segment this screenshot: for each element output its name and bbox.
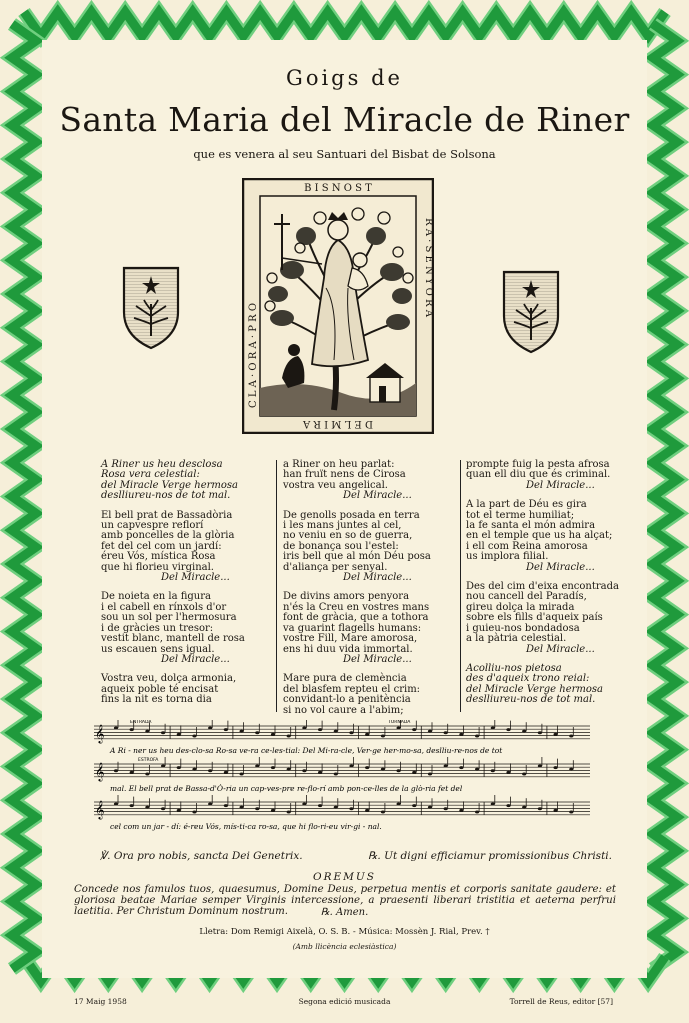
stanza (101, 460, 279, 502)
music-note (114, 803, 118, 806)
music-note (428, 730, 432, 733)
music-note (397, 727, 401, 730)
music-note (491, 727, 495, 730)
music-note (475, 735, 479, 738)
music-note (349, 731, 353, 734)
music-note (381, 735, 385, 738)
verse-line: a la pàtria celestial. (466, 633, 567, 645)
woodcut-bottom-text: D E L M I R A (303, 418, 373, 429)
music-note (287, 768, 291, 771)
stanza (283, 460, 461, 502)
music-note (208, 727, 212, 730)
stanza (101, 674, 279, 705)
music-lyrics: A Ri - ner us heu des-clo-sa Ro-sa ve-ra ce-les-tial: Del Mi-ra-cle, Ver-ge her-mo-sa, deslliu-re-nos de tot (110, 746, 503, 755)
verse-line: éreu Vós, mística Rosa (101, 551, 216, 563)
verse-line: del Miracle Verge hermosa (466, 683, 604, 695)
music-note (192, 811, 196, 814)
music-note (381, 768, 385, 771)
verse-line: ens hi duu vida immortal. (283, 643, 413, 655)
music-note (177, 766, 181, 769)
music-note (365, 766, 369, 769)
footer-edition: Segona edició musicada (298, 997, 391, 1006)
oremus-heading: OREMUS (313, 871, 376, 883)
music-note (240, 773, 244, 776)
verse-line: n'és la Creu en vostres mans (283, 601, 430, 613)
footer-date: 17 Maig 1958 (74, 997, 127, 1006)
verse-line: amb poncelles de la glòria (101, 530, 235, 542)
music-score (92, 720, 592, 840)
verse-line: font de gràcia, que a tothora (283, 612, 429, 624)
music-note (114, 769, 118, 772)
verse-line: fet del cel com un jardí: (101, 540, 222, 552)
stanza (283, 674, 461, 716)
music-note (459, 766, 463, 769)
verse-line: El bell prat de Bassadòria (101, 509, 233, 521)
music-note (255, 807, 259, 810)
music-note (412, 771, 416, 774)
amen-response: ℞. Amen. (320, 907, 369, 918)
music-note (208, 769, 212, 772)
woodcut-right-text: R A · S E N Y O R A (423, 218, 434, 317)
verse-line: us implora filial. (466, 551, 549, 563)
music-note (302, 769, 306, 772)
music-note (538, 765, 542, 768)
verse-line: deslliureu-nos de tot mal. (101, 490, 231, 502)
refrain-cue: Del Miracle... (161, 572, 230, 584)
music-note (412, 728, 416, 731)
music-note (522, 730, 526, 733)
goigs-heading: Goigs de (286, 66, 403, 90)
verse-line: De genolls posada en terra (283, 509, 420, 521)
verse-line: a Riner on heu parlat: (283, 459, 395, 470)
verse-line: si no vol caure a l'abim; (283, 704, 404, 716)
music-note (569, 768, 573, 771)
music-lyrics: mal. El bell prat de Bassa-d'Ò-ria un cap-ves-pre re-flo-rí amb pon-ce-lles de la glò-ria fet del (110, 784, 463, 793)
music-note (381, 811, 385, 814)
music-note (318, 771, 322, 774)
stanza (283, 592, 461, 665)
music-note (334, 806, 338, 809)
verse-line: i guieu-nos bondadosa (466, 622, 580, 634)
music-note (318, 728, 322, 731)
music-note (569, 735, 573, 738)
music-section-mark: TORNADA (388, 720, 411, 725)
music-note (554, 809, 558, 812)
verse-line: Des del cim d'eixa encontrada (466, 581, 619, 593)
music-lyrics: cel com un jar - dí: é-reu Vós, mís-ti-ca ro-sa, que hi flo-ri-eu vir-gi - nal. (110, 822, 382, 831)
verse-line: De divins amors penyora (283, 591, 410, 603)
stanza (466, 500, 644, 573)
right-coat-of-arms-icon (502, 270, 560, 354)
verse-line: prompte fuig la pesta afrosa (466, 459, 610, 470)
woodcut-left-text: C L A · O R A · P R O (248, 302, 259, 408)
music-note (302, 803, 306, 806)
music-note (538, 731, 542, 734)
music-note (506, 728, 510, 731)
music-note (318, 804, 322, 807)
verse-column-3 (466, 460, 644, 715)
music-note (161, 807, 165, 810)
music-note (365, 733, 369, 736)
music-note (444, 731, 448, 734)
music-note (349, 765, 353, 768)
music-note (208, 803, 212, 806)
verse-column-2 (283, 460, 461, 725)
music-section-mark: ENTRADA (130, 720, 152, 725)
versicle: ℣. Ora pro nobis, sancta Dei Genetrix. (100, 850, 303, 862)
stanza (101, 511, 279, 584)
music-note (459, 733, 463, 736)
verse-line: A Riner us heu desclosa (101, 459, 223, 470)
verse-line: vestit blanc, mantell de rosa (101, 633, 245, 645)
licence-note: (Amb llicència eclesiàstica) (292, 942, 397, 951)
music-note (145, 773, 149, 776)
music-note (192, 768, 196, 771)
music-note (397, 769, 401, 772)
verse-line: fins la nit es torna dia (101, 694, 212, 706)
verse-line: Vostra veu, dolça armonia, (101, 673, 237, 685)
refrain-cue: Del Miracle... (526, 643, 595, 655)
music-note (271, 733, 275, 736)
music-note (334, 773, 338, 776)
music-note (428, 773, 432, 776)
music-section-mark: ESTROFA (138, 758, 159, 763)
verse-line: en el temple que us ha alçat; (466, 530, 613, 542)
music-note (177, 733, 181, 736)
verse-line: va guarint flagells humans: (283, 622, 422, 634)
treble-clef-icon: 𝄞 (95, 724, 105, 743)
verse-line: us escauen sens igual. (101, 643, 215, 655)
music-note (538, 807, 542, 810)
verse-line: i ell com Reina amorosa (466, 540, 588, 552)
page-subtitle: que es venera al seu Santuari del Bisbat de Solsona (193, 147, 496, 161)
refrain-cue: Del Miracle... (343, 490, 412, 502)
stanza (101, 592, 279, 665)
verse-line: des d'aqueix trono reial: (466, 673, 590, 685)
music-note (287, 811, 291, 814)
music-note (428, 806, 432, 809)
footer-publisher: Torrell de Reus, editor [57] (509, 997, 613, 1006)
music-note (554, 733, 558, 736)
verse-line: iris bell que al món Déu posa (283, 551, 431, 563)
verse-line: i de gràcies un tresor: (101, 622, 214, 634)
verse-line: un capvespre reflorí (101, 520, 204, 532)
music-note (145, 806, 149, 809)
music-note (506, 771, 510, 774)
music-note (349, 807, 353, 810)
stanza (466, 582, 644, 655)
refrain-cue: Del Miracle... (343, 653, 412, 665)
music-note (569, 811, 573, 814)
music-note (255, 731, 259, 734)
music-note (475, 811, 479, 814)
music-note (130, 804, 134, 807)
refrain-cue: Del Miracle... (526, 479, 595, 491)
music-note (491, 803, 495, 806)
stanza (466, 460, 644, 491)
verse-line: Acolliu-nos pietosa (466, 662, 562, 674)
verse-line: de bonança sou l'estel: (283, 540, 399, 552)
music-note (287, 735, 291, 738)
music-note (522, 806, 526, 809)
music-note (240, 730, 244, 733)
music-note (271, 766, 275, 769)
music-note (459, 809, 463, 812)
refrain-cue: Del Miracle... (343, 572, 412, 584)
music-note (522, 773, 526, 776)
refrain-cue: Del Miracle... (526, 561, 595, 573)
verse-line: De noieta en la figura (101, 591, 211, 603)
music-note (240, 806, 244, 809)
verse-line: Rosa vera celestial: (101, 469, 200, 481)
verse-line: nou cancell del Paradís, (466, 591, 587, 603)
verse-column-1 (101, 460, 279, 715)
verse-line: i les mans juntes al cel, (283, 520, 402, 532)
treble-clef-icon: 𝄞 (95, 762, 105, 781)
verse-line: vostre Fill, Mare amorosa, (283, 633, 418, 645)
column-divider (460, 460, 461, 712)
music-note (271, 809, 275, 812)
verse-line: A la part de Déu es gira (466, 499, 587, 511)
verse-line: que hi florieu virginal. (101, 561, 214, 573)
music-note (224, 804, 228, 807)
stanza (466, 664, 644, 706)
page-title: Santa Maria del Miracle de Riner (59, 100, 630, 139)
music-note (161, 765, 165, 768)
verse-line: del blasfem repteu el crim: (283, 683, 421, 695)
verse-line: aqueix poble té encisat (101, 683, 219, 695)
verse-line: no veniu en so de guerra, (283, 530, 413, 542)
music-note (397, 803, 401, 806)
verse-line: deslliureu-nos de tot mal. (466, 694, 596, 706)
virgin-woodcut-image (242, 178, 434, 434)
verse-line: convidant-lo a penitència (283, 694, 411, 706)
music-note (177, 809, 181, 812)
verse-line: la fe santa el món admira (466, 520, 596, 532)
music-note (224, 728, 228, 731)
music-note (145, 730, 149, 733)
verse-line: quan ell diu que és criminal. (466, 469, 611, 481)
verse-line: d'aliança per senyal. (283, 561, 388, 573)
oremus-prayer: Concede nos famulos tuos, quaesumus, Domine Deus, perpetua mentis et corporis sanitate gaudere: et gloriosa beatae Mariae semper Virginis intercessione, a praesenti liberari tristitia et aeterna perfrui laetitia. Per Christum Dominum nostrum. (74, 884, 616, 917)
verse-line: sou un sol per l'hermosura (101, 612, 237, 624)
music-note (130, 728, 134, 731)
woodcut-top-text: B I S N O S T (304, 183, 372, 194)
music-note (554, 766, 558, 769)
verse-line: han fruït nens de Cirosa (283, 469, 406, 481)
verse-line: Mare pura de clemència (283, 673, 407, 685)
music-note (161, 731, 165, 734)
left-coat-of-arms-icon (122, 266, 180, 350)
music-note (192, 735, 196, 738)
music-note (255, 765, 259, 768)
verse-line: del Miracle Verge hermosa (101, 479, 239, 491)
music-note (412, 804, 416, 807)
music-note (224, 771, 228, 774)
refrain-cue: Del Miracle... (161, 653, 230, 665)
music-note (506, 804, 510, 807)
verse-line: gireu dolça la mirada (466, 601, 575, 613)
music-note (130, 771, 134, 774)
music-note (491, 769, 495, 772)
verse-line: vostra veu angelical. (283, 479, 388, 491)
credits-line: Lletra: Dom Remigi Aixelà, O. S. B. - Música: Mossèn J. Rial, Prev. † (199, 927, 490, 937)
treble-clef-icon: 𝄞 (95, 800, 105, 819)
music-note (475, 768, 479, 771)
music-note (302, 727, 306, 730)
verse-line: sobre els fills d'aqueix país (466, 612, 603, 624)
music-note (334, 730, 338, 733)
music-note (114, 727, 118, 730)
stanza (283, 511, 461, 584)
verse-line: i el cabell en rínxols d'or (101, 601, 227, 613)
verse-line: tot el terme humiliat; (466, 509, 575, 521)
music-note (444, 807, 448, 810)
music-note (365, 809, 369, 812)
music-note (444, 765, 448, 768)
response: ℞. Ut digni efficiamur promissionibus Christi. (368, 850, 612, 862)
column-divider (276, 460, 277, 712)
